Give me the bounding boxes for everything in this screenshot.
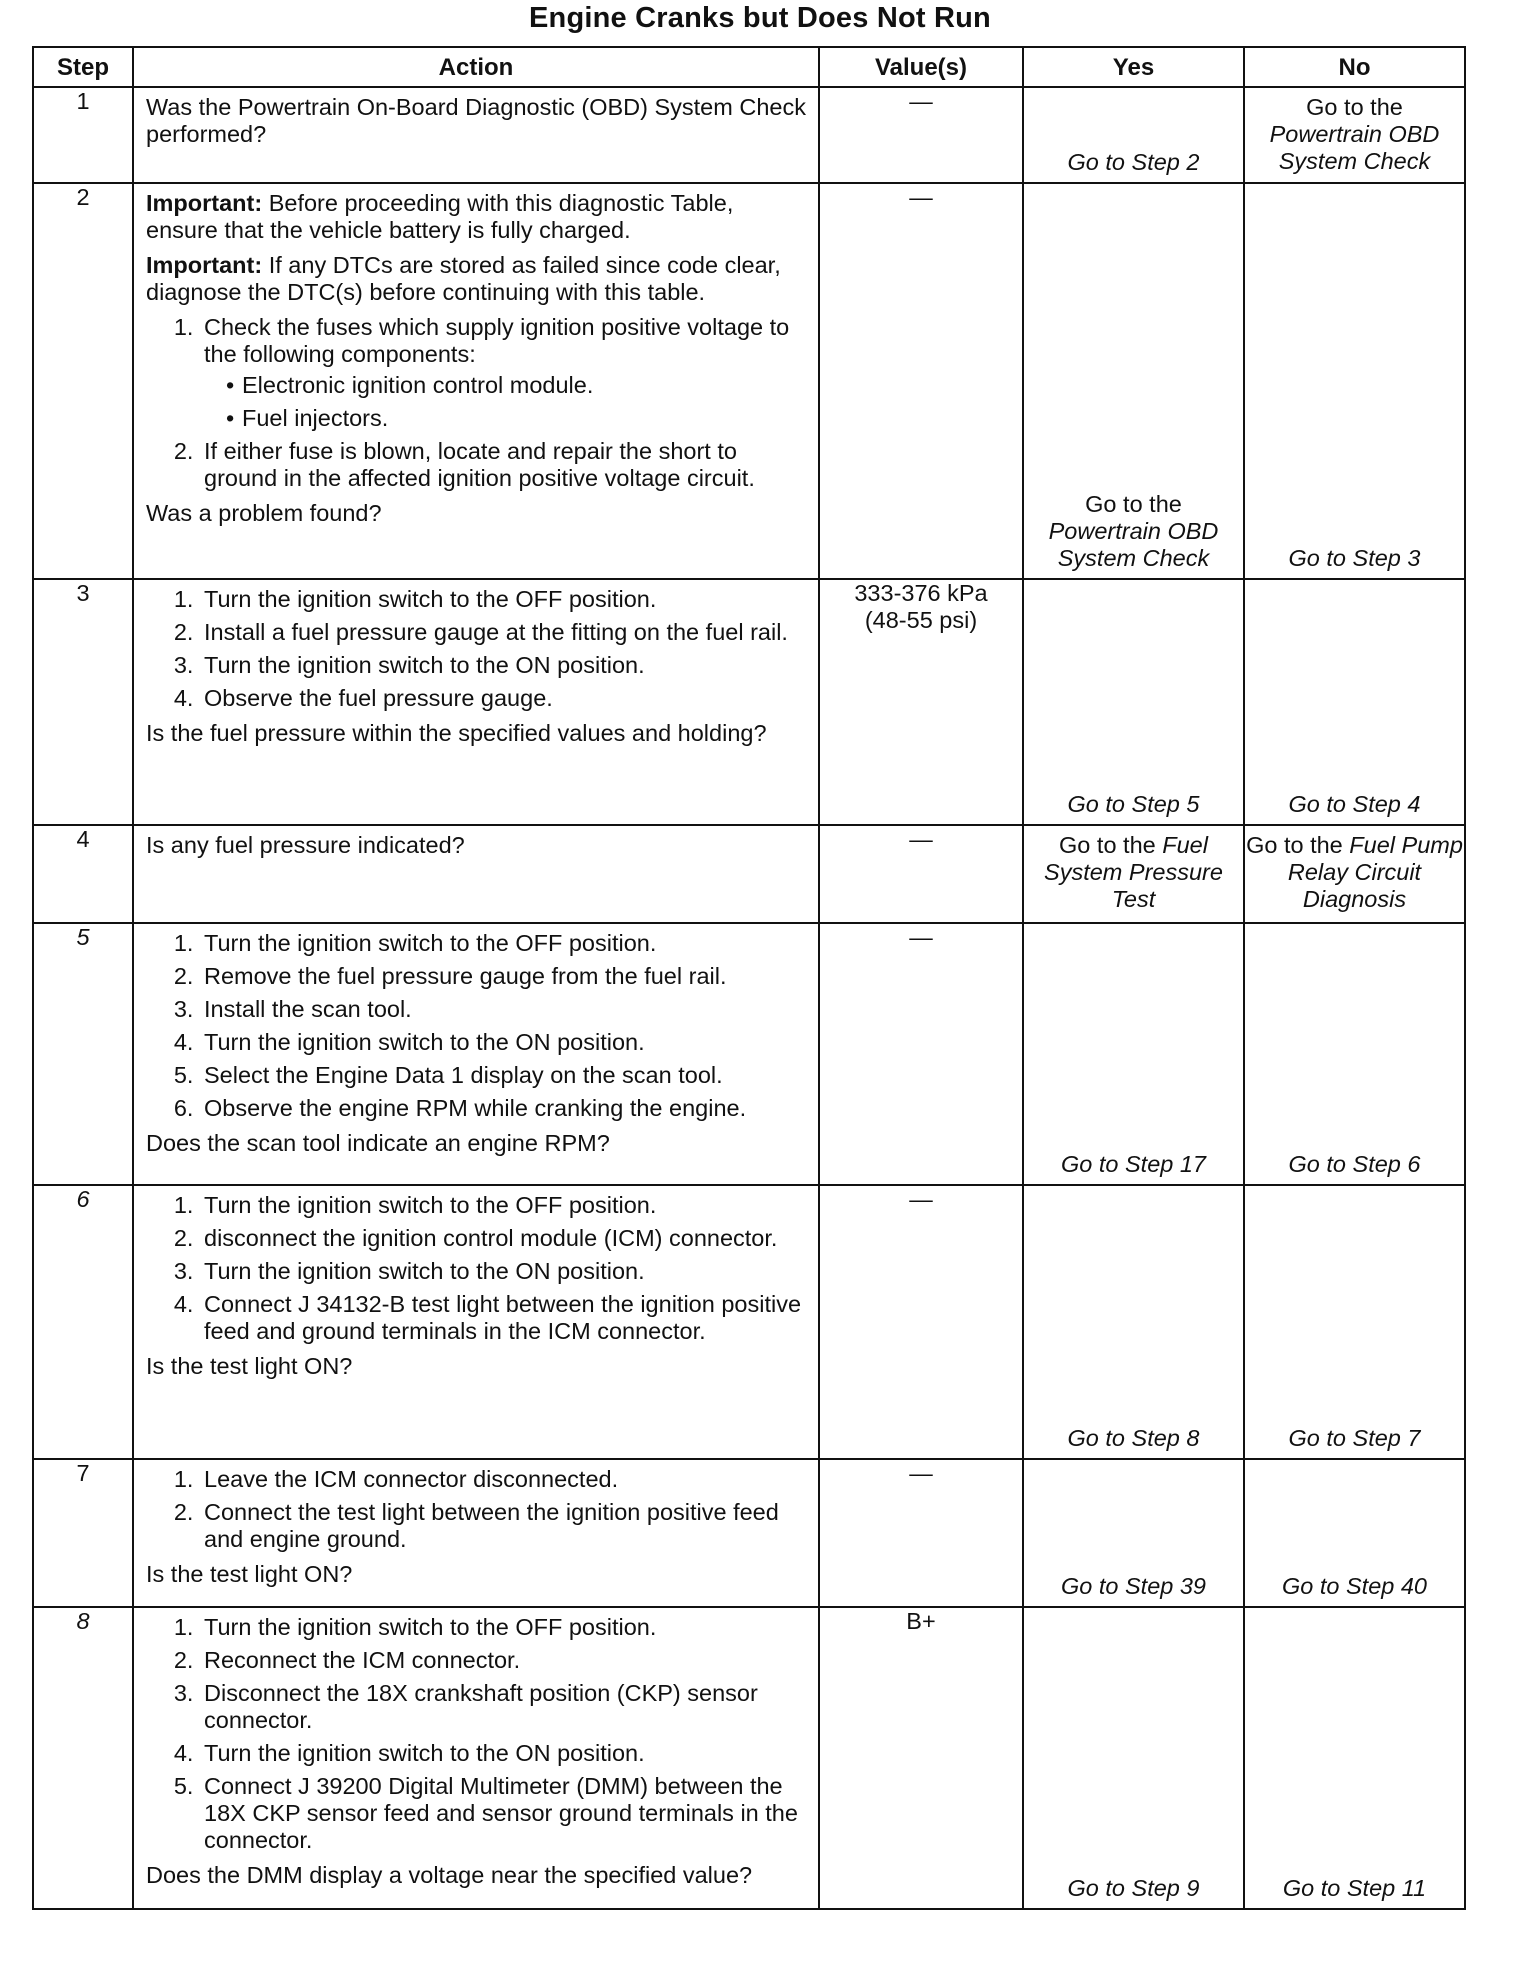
no-cell xyxy=(1244,183,1465,579)
header-no: No xyxy=(1244,47,1465,87)
step-number: 6 xyxy=(33,1185,133,1459)
action-steps xyxy=(146,1192,808,1345)
yes-cell xyxy=(1023,825,1244,923)
yes-link[interactable] xyxy=(1024,491,1243,572)
table-row-step-4 xyxy=(33,825,1465,923)
yes-link[interactable]: Go to Step 5 xyxy=(1067,791,1200,817)
important-text: If any DTCs are stored as failed since code clear, diagnose the DTC(s) before continuing with this table. xyxy=(146,252,781,305)
no-cell xyxy=(1244,1607,1465,1909)
table-row-step-8 xyxy=(33,1607,1465,1909)
value-cell: — xyxy=(819,87,1023,183)
no-target: Fuel Pump Relay Circuit Diagnosis xyxy=(1287,832,1463,912)
no-link[interactable]: Go to Step 11 xyxy=(1282,1875,1427,1901)
action-step: 5. Connect J 39200 Digital Multimeter (DMM) between the 18X CKP sensor feed and sensor ground terminals in the connector. xyxy=(200,1773,808,1854)
action-cell xyxy=(133,1607,819,1909)
action-step: 3. Disconnect the 18X crankshaft position (CKP) sensor connector. xyxy=(200,1680,808,1734)
value-cell: — xyxy=(819,825,1023,923)
no-link[interactable]: Go to Step 3 xyxy=(1288,545,1421,571)
table-row-step-3 xyxy=(33,579,1465,825)
no-target: Powertrain OBD System Check xyxy=(1269,121,1440,174)
important-label: Important: xyxy=(146,190,263,216)
action-step: 1. Turn the ignition switch to the OFF position. xyxy=(200,1192,808,1219)
important-note-1 xyxy=(146,190,808,244)
action-step: 6. Observe the engine RPM while cranking the engine. xyxy=(200,1095,808,1122)
action-cell xyxy=(133,579,819,825)
table-row-step-1 xyxy=(33,87,1465,183)
action-step: 4. Observe the fuel pressure gauge. xyxy=(200,685,808,712)
action-step: 3. Install the scan tool. xyxy=(200,996,808,1023)
no-prefix: Go to the xyxy=(1246,832,1343,858)
step-number: 8 xyxy=(33,1607,133,1909)
important-label: Important: xyxy=(146,252,263,278)
yes-prefix: Go to the xyxy=(1085,491,1182,517)
component-item: • Fuel injectors. xyxy=(226,405,808,432)
action-steps xyxy=(146,314,808,492)
action-steps xyxy=(146,1614,808,1854)
component-list xyxy=(204,372,808,432)
action-question: Is the test light ON? xyxy=(146,1353,353,1379)
action-step: 2. Reconnect the ICM connector. xyxy=(200,1647,808,1674)
yes-link[interactable]: Go to Step 9 xyxy=(1067,1875,1200,1901)
action-steps xyxy=(146,586,808,712)
table-row-step-5 xyxy=(33,923,1465,1185)
action-step: 1. Turn the ignition switch to the OFF position. xyxy=(200,930,808,957)
action-step: 1. Turn the ignition switch to the OFF position. xyxy=(200,586,808,613)
action-cell xyxy=(133,183,819,579)
no-link[interactable]: Go to Step 4 xyxy=(1288,791,1421,817)
action-step: 2. Connect the test light between the ignition positive feed and engine ground. xyxy=(200,1499,808,1553)
action-step: 4. Turn the ignition switch to the ON position. xyxy=(200,1740,808,1767)
action-step xyxy=(200,314,808,432)
step-number: 3 xyxy=(33,579,133,825)
action-question: Is any fuel pressure indicated? xyxy=(146,832,465,858)
yes-link[interactable]: Go to Step 2 xyxy=(1067,149,1200,175)
action-step: 2. disconnect the ignition control module (ICM) connector. xyxy=(200,1225,808,1252)
action-step: 5. Select the Engine Data 1 display on the scan tool. xyxy=(200,1062,808,1089)
value-kpa: 333-376 kPa xyxy=(854,580,988,606)
action-cell xyxy=(133,825,819,923)
no-cell xyxy=(1244,923,1465,1185)
action-question: Does the DMM display a voltage near the specified value? xyxy=(146,1862,753,1888)
action-step-text: Check the fuses which supply ignition positive voltage to the following components: xyxy=(204,314,790,367)
action-step: 3. Turn the ignition switch to the ON position. xyxy=(200,652,808,679)
yes-cell xyxy=(1023,183,1244,579)
action-steps xyxy=(146,930,808,1122)
action-step: 3. Turn the ignition switch to the ON position. xyxy=(200,1258,808,1285)
action-step: 2. Install a fuel pressure gauge at the fitting on the fuel rail. xyxy=(200,619,808,646)
yes-link[interactable]: Go to Step 17 xyxy=(1060,1151,1207,1177)
action-step: 4. Turn the ignition switch to the ON position. xyxy=(200,1029,808,1056)
action-steps xyxy=(146,1466,808,1553)
no-link[interactable] xyxy=(1245,94,1464,175)
step-number: 1 xyxy=(33,87,133,183)
yes-cell xyxy=(1023,87,1244,183)
no-cell xyxy=(1244,1459,1465,1607)
no-cell xyxy=(1244,87,1465,183)
table-row-step-2 xyxy=(33,183,1465,579)
yes-target: Powertrain OBD System Check xyxy=(1048,518,1219,571)
no-cell xyxy=(1244,825,1465,923)
action-question: Was a problem found? xyxy=(146,500,382,526)
value-psi: (48-55 psi) xyxy=(864,607,978,633)
table-header-row xyxy=(33,47,1465,87)
step-number: 5 xyxy=(33,923,133,1185)
header-step: Step xyxy=(33,47,133,87)
table-row-step-6 xyxy=(33,1185,1465,1459)
no-link[interactable]: Go to Step 40 xyxy=(1281,1573,1428,1599)
important-note-2 xyxy=(146,252,808,306)
yes-cell xyxy=(1023,1607,1244,1909)
diagnostic-table xyxy=(32,46,1466,1910)
action-step: 4. Connect J 34132-B test light between the ignition positive feed and ground terminals in the ICM connector. xyxy=(200,1291,808,1345)
yes-cell xyxy=(1023,1185,1244,1459)
no-cell xyxy=(1244,579,1465,825)
important-text: Before proceeding with this diagnostic Table, ensure that the vehicle battery is fully charged. xyxy=(146,190,734,243)
action-step: 2. If either fuse is blown, locate and repair the short to ground in the affected ignition positive voltage circuit. xyxy=(200,438,808,492)
action-question: Is the test light ON? xyxy=(146,1561,353,1587)
action-step: 1. Leave the ICM connector disconnected. xyxy=(200,1466,808,1493)
no-link[interactable]: Go to Step 7 xyxy=(1288,1425,1421,1451)
component-item: • Electronic ignition control module. xyxy=(226,372,808,399)
no-link[interactable]: Go to Step 6 xyxy=(1288,1151,1421,1177)
action-step: 2. Remove the fuel pressure gauge from the fuel rail. xyxy=(200,963,808,990)
yes-prefix: Go to the xyxy=(1059,832,1156,858)
yes-link[interactable]: Go to Step 39 xyxy=(1060,1573,1207,1599)
value-cell xyxy=(819,579,1023,825)
yes-link[interactable] xyxy=(1024,832,1243,913)
no-link[interactable] xyxy=(1245,832,1464,913)
action-cell xyxy=(133,87,819,183)
action-cell xyxy=(133,1459,819,1607)
action-step: 1. Turn the ignition switch to the OFF position. xyxy=(200,1614,808,1641)
value-cell: B+ xyxy=(819,1607,1023,1909)
action-cell xyxy=(133,923,819,1185)
value-cell: — xyxy=(819,1185,1023,1459)
action-question: Was the Powertrain On-Board Diagnostic (OBD) System Check performed? xyxy=(146,94,806,147)
table-row-step-7 xyxy=(33,1459,1465,1607)
header-yes: Yes xyxy=(1023,47,1244,87)
action-question: Does the scan tool indicate an engine RPM? xyxy=(146,1130,610,1156)
header-values: Value(s) xyxy=(819,47,1023,87)
yes-target: Fuel System Pressure Test xyxy=(1044,832,1223,912)
step-number: 2 xyxy=(33,183,133,579)
value-cell: — xyxy=(819,923,1023,1185)
yes-link[interactable]: Go to Step 8 xyxy=(1067,1425,1200,1451)
value-cell: — xyxy=(819,183,1023,579)
step-number: 4 xyxy=(33,825,133,923)
header-action: Action xyxy=(133,47,819,87)
step-number: 7 xyxy=(33,1459,133,1607)
no-prefix: Go to the xyxy=(1306,94,1403,120)
action-question: Is the fuel pressure within the specified values and holding? xyxy=(146,720,767,746)
page-title: Engine Cranks but Does Not Run xyxy=(529,2,991,34)
value-cell: — xyxy=(819,1459,1023,1607)
yes-cell xyxy=(1023,1459,1244,1607)
yes-cell xyxy=(1023,923,1244,1185)
yes-cell xyxy=(1023,579,1244,825)
no-cell xyxy=(1244,1185,1465,1459)
action-cell xyxy=(133,1185,819,1459)
